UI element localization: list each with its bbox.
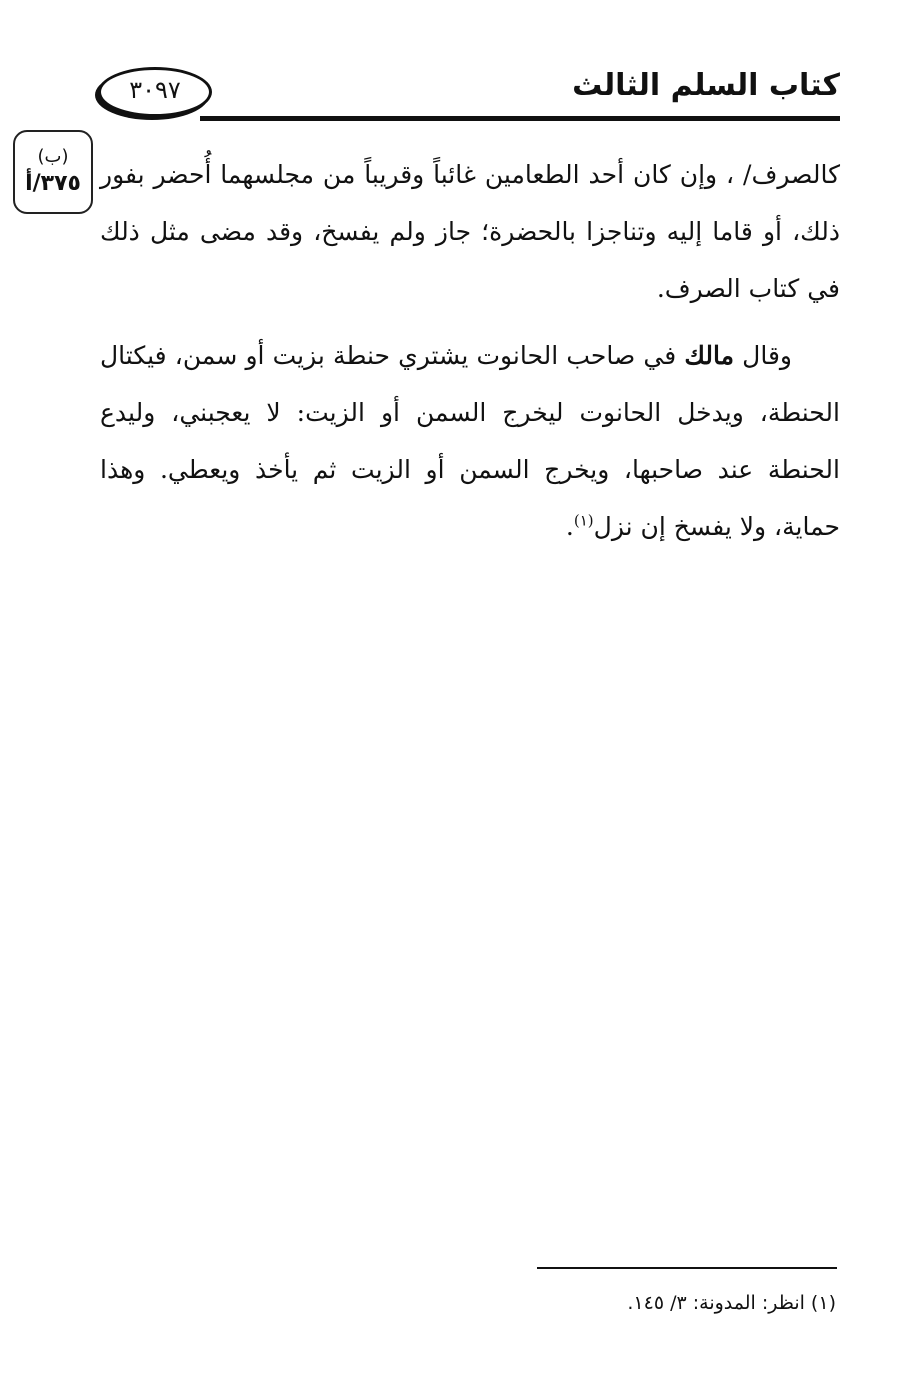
paragraph-2-end: .	[565, 512, 574, 541]
paragraph-2-after: في صاحب الحانوت يشتري حنطة بزيت أو سمن، فيكتال الحنطة، ويدخل الحانوت ليخرج السمن أو الزيت: لا يعجبني، وليدع الحنطة عند صاحبها، ويخرج السمن أو الزيت ثم يأخذ ويعطي. وهذا حماية، ولا يفسخ إن نزل	[100, 341, 840, 541]
page-header	[95, 62, 840, 124]
page-number-oval	[98, 67, 212, 117]
margin-note-page: ٣٧٥/أ	[25, 171, 81, 196]
main-text	[100, 146, 840, 565]
name-malik: مالك	[684, 341, 735, 370]
header-rule	[200, 116, 840, 121]
book-title: كتاب السلم الثالث	[572, 68, 840, 103]
paragraph-1: كالصرف/ ، وإن كان أحد الطعامين غائباً وقريباً من مجلسهما أُحضر بفور ذلك، أو قاما إليه وتناجزا بالحضرة؛ جاز ولم يفسخ، وقد مضى مثل ذلك في كتاب الصرف.	[100, 160, 840, 303]
footnote-rule	[537, 1267, 837, 1269]
footnote: (١) انظر: المدونة: ٣/ ١٤٥.	[627, 1292, 836, 1314]
paragraph-2	[100, 327, 840, 555]
paragraph-2-before: وقال	[734, 341, 792, 370]
footnote-ref: (١)	[573, 511, 594, 530]
manuscript-margin-note	[13, 130, 93, 214]
margin-note-folio: (ب)	[37, 146, 69, 167]
page-number: ٣٠٩٧	[129, 76, 181, 104]
